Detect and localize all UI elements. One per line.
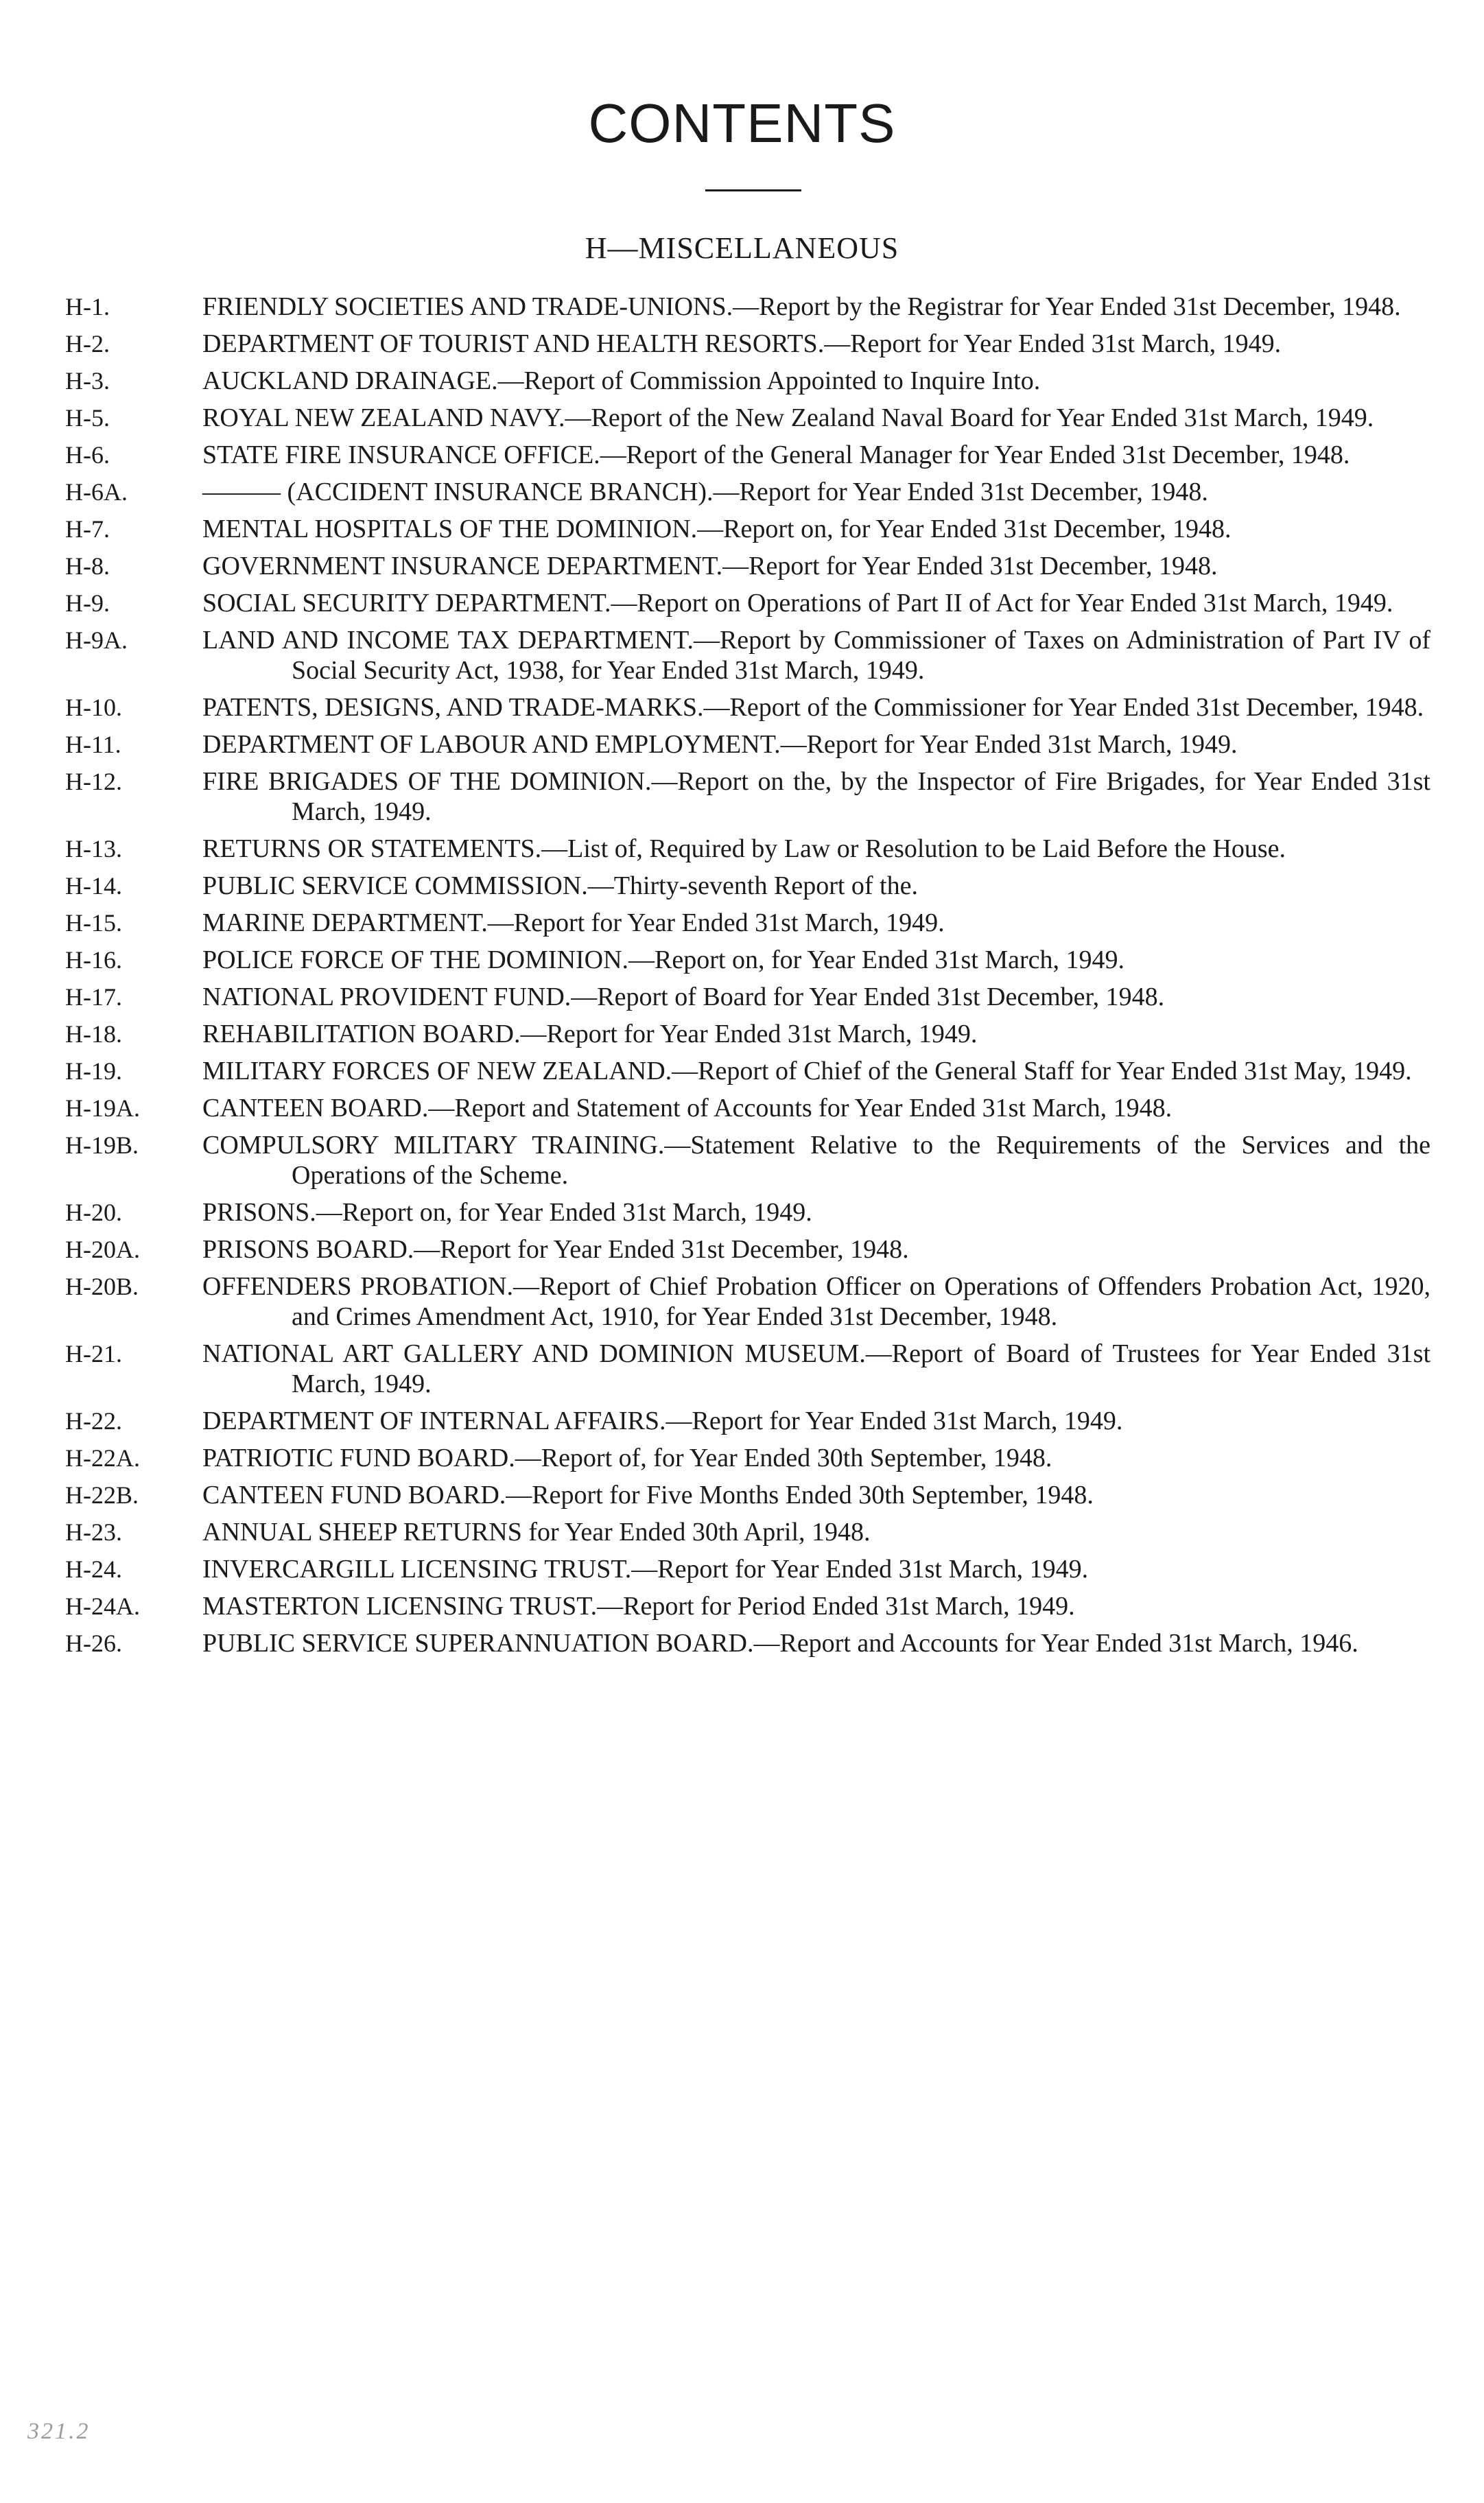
contents-entry: [65, 1234, 1430, 1265]
contents-entry: [65, 871, 1430, 901]
contents-entry: [65, 1130, 1430, 1190]
entry-description: ROYAL NEW ZEALAND NAVY.—Report of the New Zealand Naval Board for Year Ended 31st March, 1949.: [202, 403, 1374, 432]
entry-code: H-8.: [65, 552, 110, 580]
contents-entry: [65, 292, 1430, 322]
entry-code: H-11.: [65, 731, 121, 758]
contents-entry: [65, 1406, 1430, 1436]
contents-entry: [65, 834, 1430, 864]
entry-code: H-3.: [65, 367, 110, 395]
entry-description: PATRIOTIC FUND BOARD.—Report of, for Year Ended 30th September, 1948.: [202, 1444, 1052, 1472]
entry-code: H-12.: [65, 768, 122, 795]
contents-entry: [65, 1339, 1430, 1399]
entry-description: PUBLIC SERVICE SUPERANNUATION BOARD.—Report and Accounts for Year Ended 31st March, 1946.: [202, 1629, 1358, 1658]
entry-code: H-1.: [65, 293, 110, 320]
entry-description: CANTEEN FUND BOARD.—Report for Five Months Ended 30th September, 1948.: [202, 1481, 1094, 1509]
contents-entry: [65, 692, 1430, 722]
contents-entry: [65, 403, 1430, 433]
entry-description: ——— (ACCIDENT INSURANCE BRANCH).—Report for Year Ended 31st December, 1948.: [202, 478, 1208, 506]
entry-description: GOVERNMENT INSURANCE DEPARTMENT.—Report for Year Ended 31st December, 1948.: [202, 552, 1218, 580]
entry-code: H-7.: [65, 515, 110, 543]
entry-description: REHABILITATION BOARD.—Report for Year Ended 31st March, 1949.: [202, 1020, 978, 1048]
entry-code: H-20A.: [65, 1236, 140, 1263]
entry-description: NATIONAL PROVIDENT FUND.—Report of Board for Year Ended 31st December, 1948.: [202, 983, 1165, 1011]
entry-code: H-26.: [65, 1630, 122, 1657]
entry-description: RETURNS OR STATEMENTS.—List of, Required by Law or Resolution to be Laid Before the House.: [202, 834, 1286, 863]
entry-description: STATE FIRE INSURANCE OFFICE.—Report of the General Manager for Year Ended 31st December, 1948.: [202, 440, 1350, 469]
contents-entry: [65, 440, 1430, 470]
contents-entry: [65, 945, 1430, 975]
contents-entry: [65, 625, 1430, 685]
contents-entry: [65, 477, 1430, 507]
entry-code: H-6A.: [65, 478, 128, 506]
entry-code: H-21.: [65, 1340, 122, 1367]
contents-entry: [65, 1517, 1430, 1547]
entry-code: H-19B.: [65, 1131, 139, 1159]
entry-code: H-5.: [65, 404, 110, 432]
entry-code: H-15.: [65, 909, 122, 937]
entry-description: MASTERTON LICENSING TRUST.—Report for Period Ended 31st March, 1949.: [202, 1592, 1075, 1621]
entry-code: H-20B.: [65, 1273, 139, 1300]
contents-entry: [65, 514, 1430, 544]
contents-entry: [65, 1271, 1430, 1332]
contents-entry: [65, 1443, 1430, 1473]
contents-entry: [65, 1591, 1430, 1621]
entry-description: MENTAL HOSPITALS OF THE DOMINION.—Report on, for Year Ended 31st December, 1948.: [202, 515, 1232, 543]
contents-entry: [65, 366, 1430, 396]
contents-list: [65, 292, 1430, 1665]
entry-code: H-2.: [65, 330, 110, 357]
entry-code: H-19A.: [65, 1094, 140, 1122]
entry-code: H-6.: [65, 441, 110, 469]
entry-description: FIRE BRIGADES OF THE DOMINION.—Report on the, by the Inspector of Fire Brigades, for Year Ended 31st March, 1949.: [202, 767, 1430, 826]
contents-entry: [65, 766, 1430, 827]
entry-description: POLICE FORCE OF THE DOMINION.—Report on, for Year Ended 31st March, 1949.: [202, 945, 1124, 974]
contents-entry: [65, 1628, 1430, 1658]
entry-description: PRISONS.—Report on, for Year Ended 31st March, 1949.: [202, 1198, 812, 1227]
entry-description: OFFENDERS PROBATION.—Report of Chief Probation Officer on Operations of Offenders Probation Act, 1920, and Crimes Amendment Act, 1910, for Year Ended 31st December, 1948.: [202, 1272, 1430, 1331]
entry-description: NATIONAL ART GALLERY AND DOMINION MUSEUM.—Report of Board of Trustees for Year Ended 31st March, 1949.: [202, 1339, 1430, 1398]
title-rule: [705, 189, 801, 191]
contents-entry: [65, 1056, 1430, 1086]
entry-code: H-16.: [65, 946, 122, 974]
entry-code: H-22.: [65, 1407, 122, 1435]
footer-mark: 321.2: [27, 2419, 91, 2444]
entry-code: H-20.: [65, 1199, 122, 1226]
entry-description: ANNUAL SHEEP RETURNS for Year Ended 30th April, 1948.: [202, 1518, 871, 1547]
entry-code: H-14.: [65, 872, 122, 900]
entry-description: LAND AND INCOME TAX DEPARTMENT.—Report by Commissioner of Taxes on Administration of Part IV of Social Security Act, 1938, for Year Ended 31st March, 1949.: [202, 626, 1430, 685]
entry-code: H-9.: [65, 589, 110, 617]
entry-description: DEPARTMENT OF INTERNAL AFFAIRS.—Report for Year Ended 31st March, 1949.: [202, 1407, 1123, 1435]
entry-code: H-24A.: [65, 1593, 140, 1620]
entry-description: FRIENDLY SOCIETIES AND TRADE-UNIONS.—Report by the Registrar for Year Ended 31st December, 1948.: [202, 292, 1401, 321]
entry-description: CANTEEN BOARD.—Report and Statement of Accounts for Year Ended 31st March, 1948.: [202, 1094, 1173, 1123]
entry-description: COMPULSORY MILITARY TRAINING.—Statement Relative to the Requirements of the Services and the Operations of the Scheme.: [202, 1131, 1430, 1190]
contents-entry: [65, 329, 1430, 359]
entry-code: H-24.: [65, 1555, 122, 1583]
page-title: CONTENTS: [588, 93, 896, 154]
contents-entry: [65, 1480, 1430, 1510]
contents-entry: [65, 588, 1430, 618]
entry-description: DEPARTMENT OF LABOUR AND EMPLOYMENT.—Report for Year Ended 31st March, 1949.: [202, 730, 1238, 759]
entry-code: H-10.: [65, 694, 122, 721]
contents-entry: [65, 1554, 1430, 1584]
entry-description: AUCKLAND DRAINAGE.—Report of Commission Appointed to Inquire Into.: [202, 366, 1041, 395]
entry-code: H-22A.: [65, 1444, 140, 1472]
entry-code: H-19.: [65, 1057, 122, 1085]
contents-entry: [65, 1019, 1430, 1049]
entry-description: PUBLIC SERVICE COMMISSION.—Thirty-seventh Report of the.: [202, 871, 918, 900]
entry-code: H-22B.: [65, 1481, 139, 1509]
entry-description: PRISONS BOARD.—Report for Year Ended 31st December, 1948.: [202, 1235, 909, 1264]
entry-description: PATENTS, DESIGNS, AND TRADE-MARKS.—Report of the Commissioner for Year Ended 31st December, 1948.: [202, 693, 1424, 722]
entry-code: H-17.: [65, 983, 122, 1011]
entry-code: H-13.: [65, 835, 122, 862]
contents-entry: [65, 908, 1430, 938]
contents-entry: [65, 1093, 1430, 1123]
entry-description: INVERCARGILL LICENSING TRUST.—Report for Year Ended 31st March, 1949.: [202, 1555, 1089, 1584]
entry-description: DEPARTMENT OF TOURIST AND HEALTH RESORTS.—Report for Year Ended 31st March, 1949.: [202, 329, 1282, 358]
contents-entry: [65, 982, 1430, 1012]
entry-code: H-23.: [65, 1518, 122, 1546]
entry-description: SOCIAL SECURITY DEPARTMENT.—Report on Operations of Part II of Act for Year Ended 31st March, 1949.: [202, 589, 1393, 618]
section-heading: H—MISCELLANEOUS: [585, 231, 899, 265]
entry-description: MILITARY FORCES OF NEW ZEALAND.—Report of Chief of the General Staff for Year Ended 31st May, 1949.: [202, 1057, 1412, 1085]
entry-code: H-18.: [65, 1020, 122, 1048]
entry-code: H-9A.: [65, 626, 128, 654]
entry-description: MARINE DEPARTMENT.—Report for Year Ended 31st March, 1949.: [202, 908, 945, 937]
contents-entry: [65, 551, 1430, 581]
contents-entry: [65, 729, 1430, 760]
contents-entry: [65, 1197, 1430, 1227]
